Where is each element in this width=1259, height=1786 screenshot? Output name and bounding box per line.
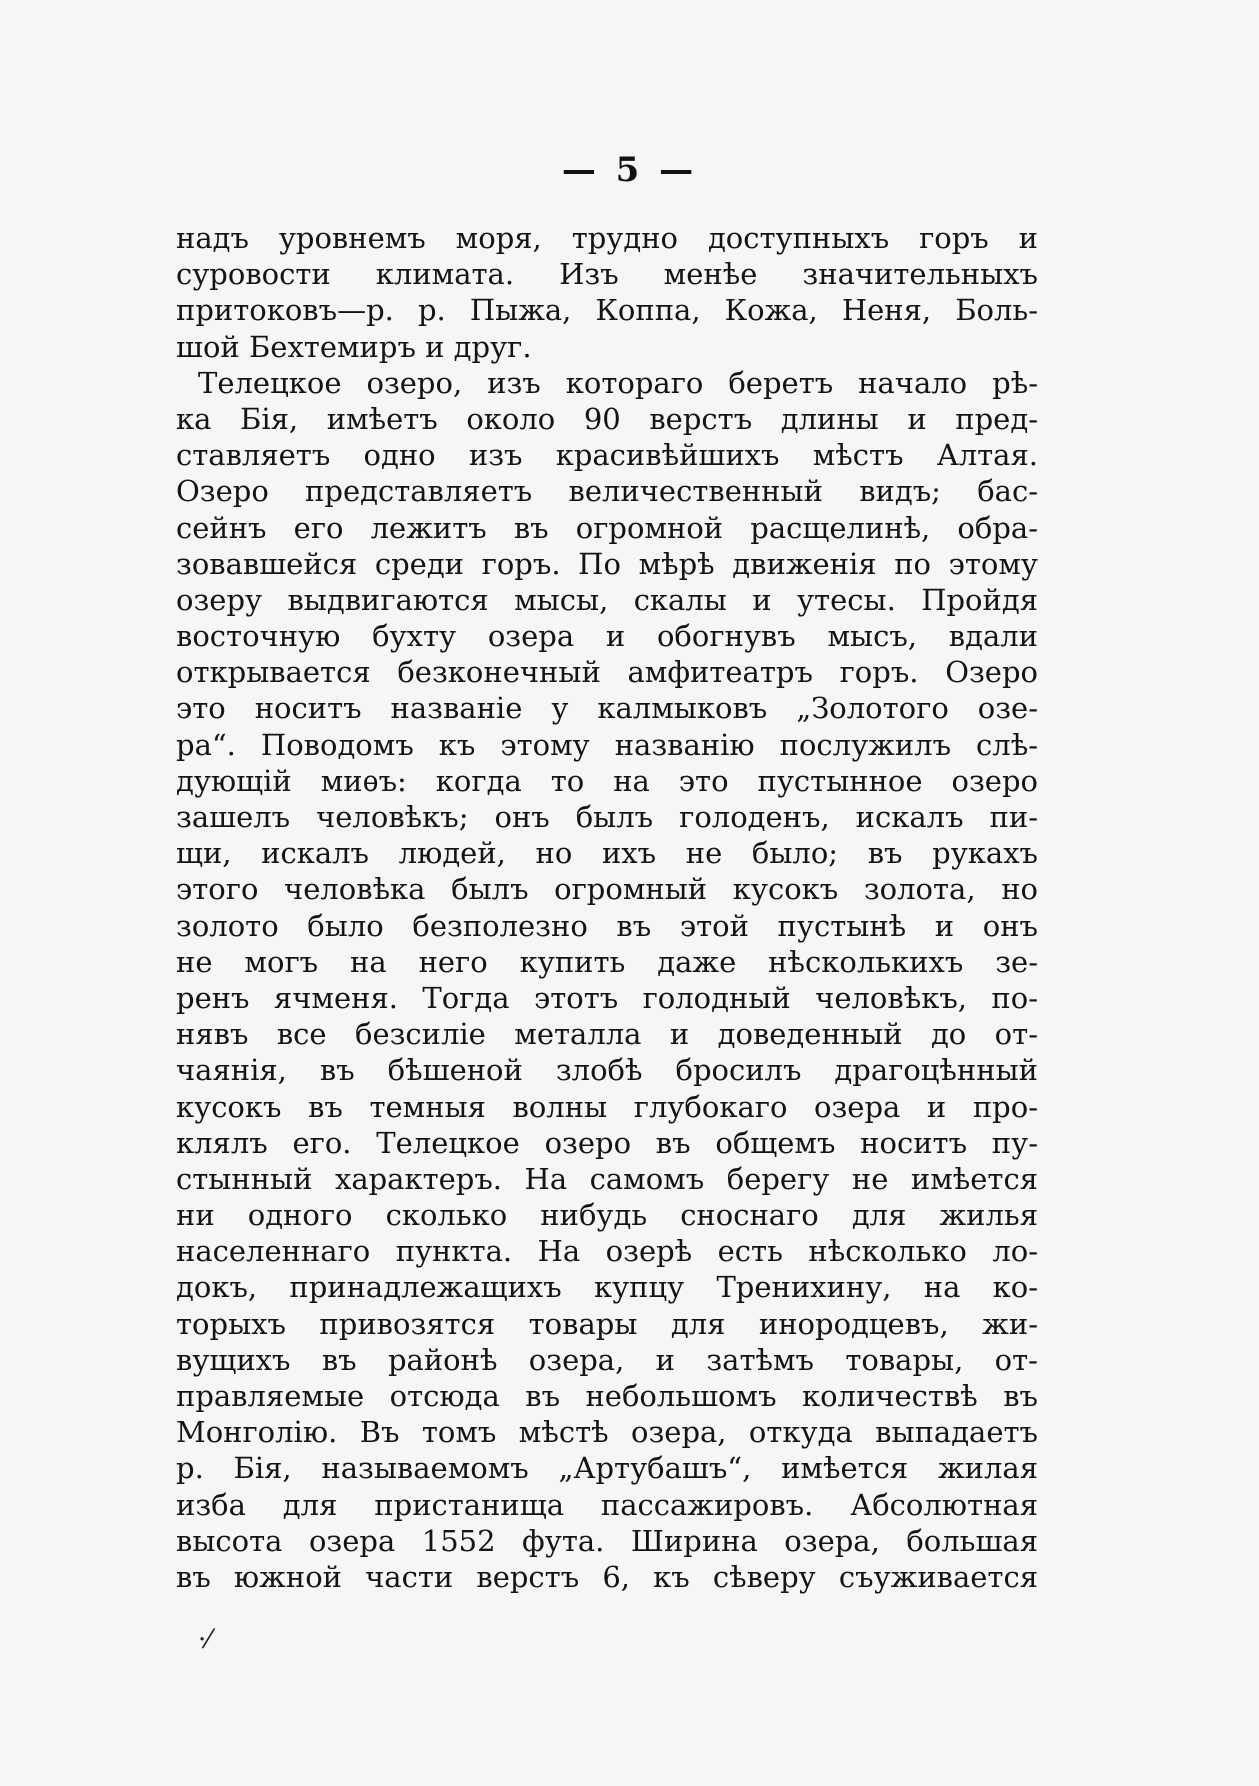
text-line: сейнъ его лежитъ въ огромной расщелинѣ, обра- bbox=[176, 510, 1038, 545]
text-line: притоковъ—р. р. Пыжа, Коппа, Кожа, Неня, Боль- bbox=[176, 293, 1038, 328]
text-line: торыхъ привозятся товары для инородцевъ, жи- bbox=[176, 1306, 1038, 1341]
text-line: зашелъ человѣкъ; онъ былъ голоденъ, искалъ пи- bbox=[176, 800, 1038, 834]
text-line: шой Бехтемиръ и друг. bbox=[176, 329, 532, 364]
text-line: ка Бія, имѣетъ около 90 верстъ длины и пред- bbox=[176, 401, 1038, 436]
text-line: нявъ все безсиліе металла и доведенный до от- bbox=[176, 1017, 1038, 1052]
text-line: ра“. Поводомъ къ этому названію послужилъ слѣ- bbox=[176, 727, 1038, 762]
text-line: изба для пристанища пассажировъ. Абсолютная bbox=[176, 1487, 1038, 1522]
text-line: ренъ ячменя. Тогда этотъ голодный человѣкъ, по- bbox=[176, 980, 1038, 1015]
text-line: вущихъ въ районѣ озера, и затѣмъ товары, от- bbox=[176, 1342, 1038, 1377]
text-line: клялъ его. Телецкое озеро въ общемъ носитъ пу- bbox=[176, 1125, 1038, 1160]
text-line: этого человѣка былъ огромный кусокъ золота, но bbox=[176, 872, 1038, 907]
text-line: ни одного сколько нибудь сноснаго для жилья bbox=[176, 1198, 1038, 1233]
text-line: не могъ на него купить даже нѣсколькихъ зе- bbox=[176, 944, 1038, 979]
text-line: чаянія, въ бѣшеной злобѣ бросилъ драгоцѣнный bbox=[176, 1053, 1038, 1088]
text-line: восточную бухту озера и обогнувъ мысъ, вдали bbox=[176, 619, 1038, 654]
text-line: Монголію. Въ томъ мѣстѣ озера, откуда выпадаетъ bbox=[176, 1415, 1038, 1450]
text-line: стынный характеръ. На самомъ берегу не имѣется bbox=[176, 1161, 1038, 1196]
text-line: зовавшейся среди горъ. По мѣрѣ движенія по этому bbox=[176, 546, 1038, 581]
page-number: — 5 — bbox=[561, 150, 698, 190]
ink-mark: ·⁄ bbox=[198, 1625, 211, 1655]
text-line: Озеро представляетъ величественный видъ; бас- bbox=[176, 474, 1038, 509]
text-line: Телецкое озеро, изъ котораго беретъ начало рѣ- bbox=[198, 365, 1038, 400]
text-line: высота озера 1552 фута. Ширина озера, большая bbox=[176, 1523, 1038, 1558]
text-line: кусокъ въ темныя волны глубокаго озера и про- bbox=[176, 1089, 1038, 1124]
text-line: суровости климата. Изъ менѣе значительныхъ bbox=[176, 257, 1038, 292]
text-line: въ южной части верстъ 6, къ сѣверу съуживается bbox=[176, 1559, 1038, 1594]
text-line: правляемые отсюда въ небольшомъ количествѣ въ bbox=[176, 1379, 1038, 1413]
text-line: золото было безполезно въ этой пустынѣ и онъ bbox=[176, 908, 1038, 943]
text-line: щи, искалъ людей, но ихъ не было; въ рукахъ bbox=[176, 836, 1038, 871]
text-line: р. Бія, называемомъ „Артубашъ“, имѣется жилая bbox=[176, 1451, 1038, 1486]
text-line: населеннаго пункта. На озерѣ есть нѣсколько ло- bbox=[176, 1234, 1038, 1269]
text-line: это носитъ названіе у калмыковъ „Золотого озе- bbox=[176, 691, 1038, 726]
text-line: надъ уровнемъ моря, трудно доступныхъ горъ и bbox=[176, 221, 1038, 255]
body-text bbox=[176, 220, 1038, 1595]
text-line: ставляетъ одно изъ красивѣйшихъ мѣстъ Алтая. bbox=[176, 438, 1038, 473]
text-line: дующій миѳъ: когда то на это пустынное озеро bbox=[176, 763, 1038, 798]
text-line: озеру выдвигаются мысы, скалы и утесы. Пройдя bbox=[176, 582, 1038, 617]
text-line: докъ, принадлежащихъ купцу Тренихину, на ко- bbox=[176, 1270, 1038, 1305]
text-line: открывается безконечный амфитеатръ горъ. Озеро bbox=[176, 655, 1038, 690]
